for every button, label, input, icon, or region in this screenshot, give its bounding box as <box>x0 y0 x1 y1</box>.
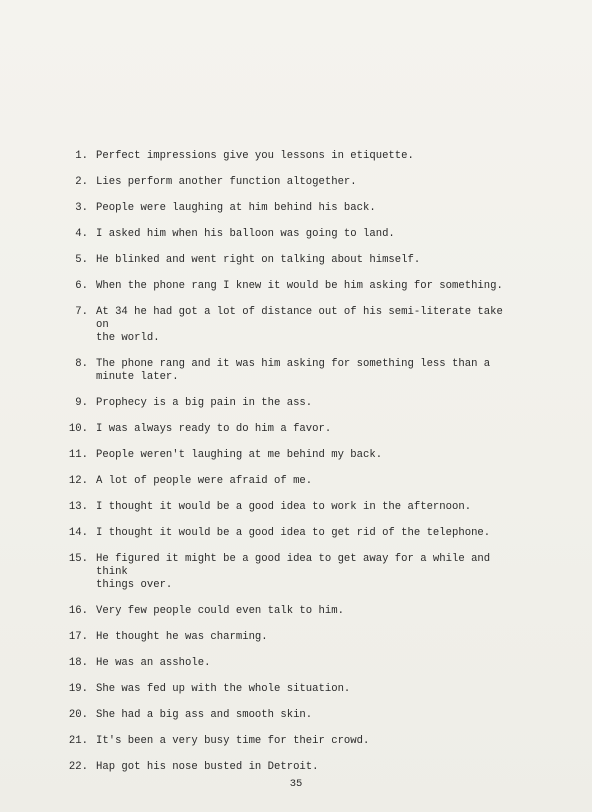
item-number: 1. <box>75 150 88 162</box>
item-text: He was an asshole. <box>96 657 211 669</box>
page-number: 35 <box>289 778 303 790</box>
item-text: At 34 he had got a lot of distance out of his semi-literate take on the world. <box>96 306 503 344</box>
item-number: 8. <box>75 358 88 370</box>
list-item <box>52 761 520 774</box>
list-item <box>52 423 520 436</box>
item-number: 10. <box>68 423 88 435</box>
item-text: It's been a very busy time for their crowd. <box>96 735 370 747</box>
item-number: 14. <box>68 527 88 539</box>
item-text: A lot of people were afraid of me. <box>96 475 313 487</box>
item-number: 17. <box>68 631 88 643</box>
list-item <box>52 657 520 670</box>
list-item <box>52 280 520 293</box>
item-number: 15. <box>68 553 88 565</box>
item-number: 11. <box>68 449 88 461</box>
item-number: 3. <box>75 202 88 214</box>
item-number: 5. <box>75 254 88 266</box>
item-text: Very few people could even talk to him. <box>96 605 344 617</box>
list-item <box>52 709 520 722</box>
item-number: 18. <box>68 657 88 669</box>
list-item <box>52 605 520 618</box>
item-number: 2. <box>75 176 88 188</box>
item-number: 7. <box>75 306 88 318</box>
item-text: Prophecy is a big pain in the ass. <box>96 397 313 409</box>
item-text: Perfect impressions give you lessons in etiquette. <box>96 150 414 162</box>
list-item <box>52 501 520 514</box>
list-item <box>52 475 520 488</box>
item-number: 4. <box>75 228 88 240</box>
item-text: People were laughing at him behind his back. <box>96 202 376 214</box>
item-number: 21. <box>68 735 88 747</box>
list-item <box>52 397 520 410</box>
item-text: He figured it might be a good idea to get away for a while and think things over. <box>96 553 491 591</box>
item-text: I was always ready to do him a favor. <box>96 423 332 435</box>
item-text: I thought it would be a good idea to get rid of the telephone. <box>96 527 491 539</box>
item-number: 22. <box>68 761 88 773</box>
item-number: 20. <box>68 709 88 721</box>
item-text: Lies perform another function altogether. <box>96 176 357 188</box>
list-item <box>52 228 520 241</box>
item-text: I thought it would be a good idea to work in the afternoon. <box>96 501 472 513</box>
item-text: The phone rang and it was him asking for something less than a minute later. <box>96 358 491 383</box>
item-text: He blinked and went right on talking about himself. <box>96 254 421 266</box>
list-item <box>52 735 520 748</box>
item-text: Hap got his nose busted in Detroit. <box>96 761 319 773</box>
item-number: 9. <box>75 397 88 409</box>
list-item <box>52 176 520 189</box>
item-number: 12. <box>68 475 88 487</box>
item-number: 13. <box>68 501 88 513</box>
list-item <box>52 527 520 540</box>
list-item <box>52 254 520 267</box>
item-number: 16. <box>68 605 88 617</box>
list-item <box>52 631 520 644</box>
item-text: People weren't laughing at me behind my back. <box>96 449 383 461</box>
item-text: He thought he was charming. <box>96 631 268 643</box>
list-item <box>52 306 520 345</box>
item-text: When the phone rang I knew it would be him asking for something. <box>96 280 503 292</box>
numbered-list <box>52 150 520 787</box>
item-text: She was fed up with the whole situation. <box>96 683 351 695</box>
list-item <box>52 150 520 163</box>
item-text: I asked him when his balloon was going to land. <box>96 228 395 240</box>
list-item <box>52 553 520 592</box>
list-item <box>52 449 520 462</box>
list-item <box>52 683 520 696</box>
item-number: 19. <box>68 683 88 695</box>
list-item <box>52 202 520 215</box>
list-item <box>52 358 520 384</box>
item-text: She had a big ass and smooth skin. <box>96 709 313 721</box>
item-number: 6. <box>75 280 88 292</box>
